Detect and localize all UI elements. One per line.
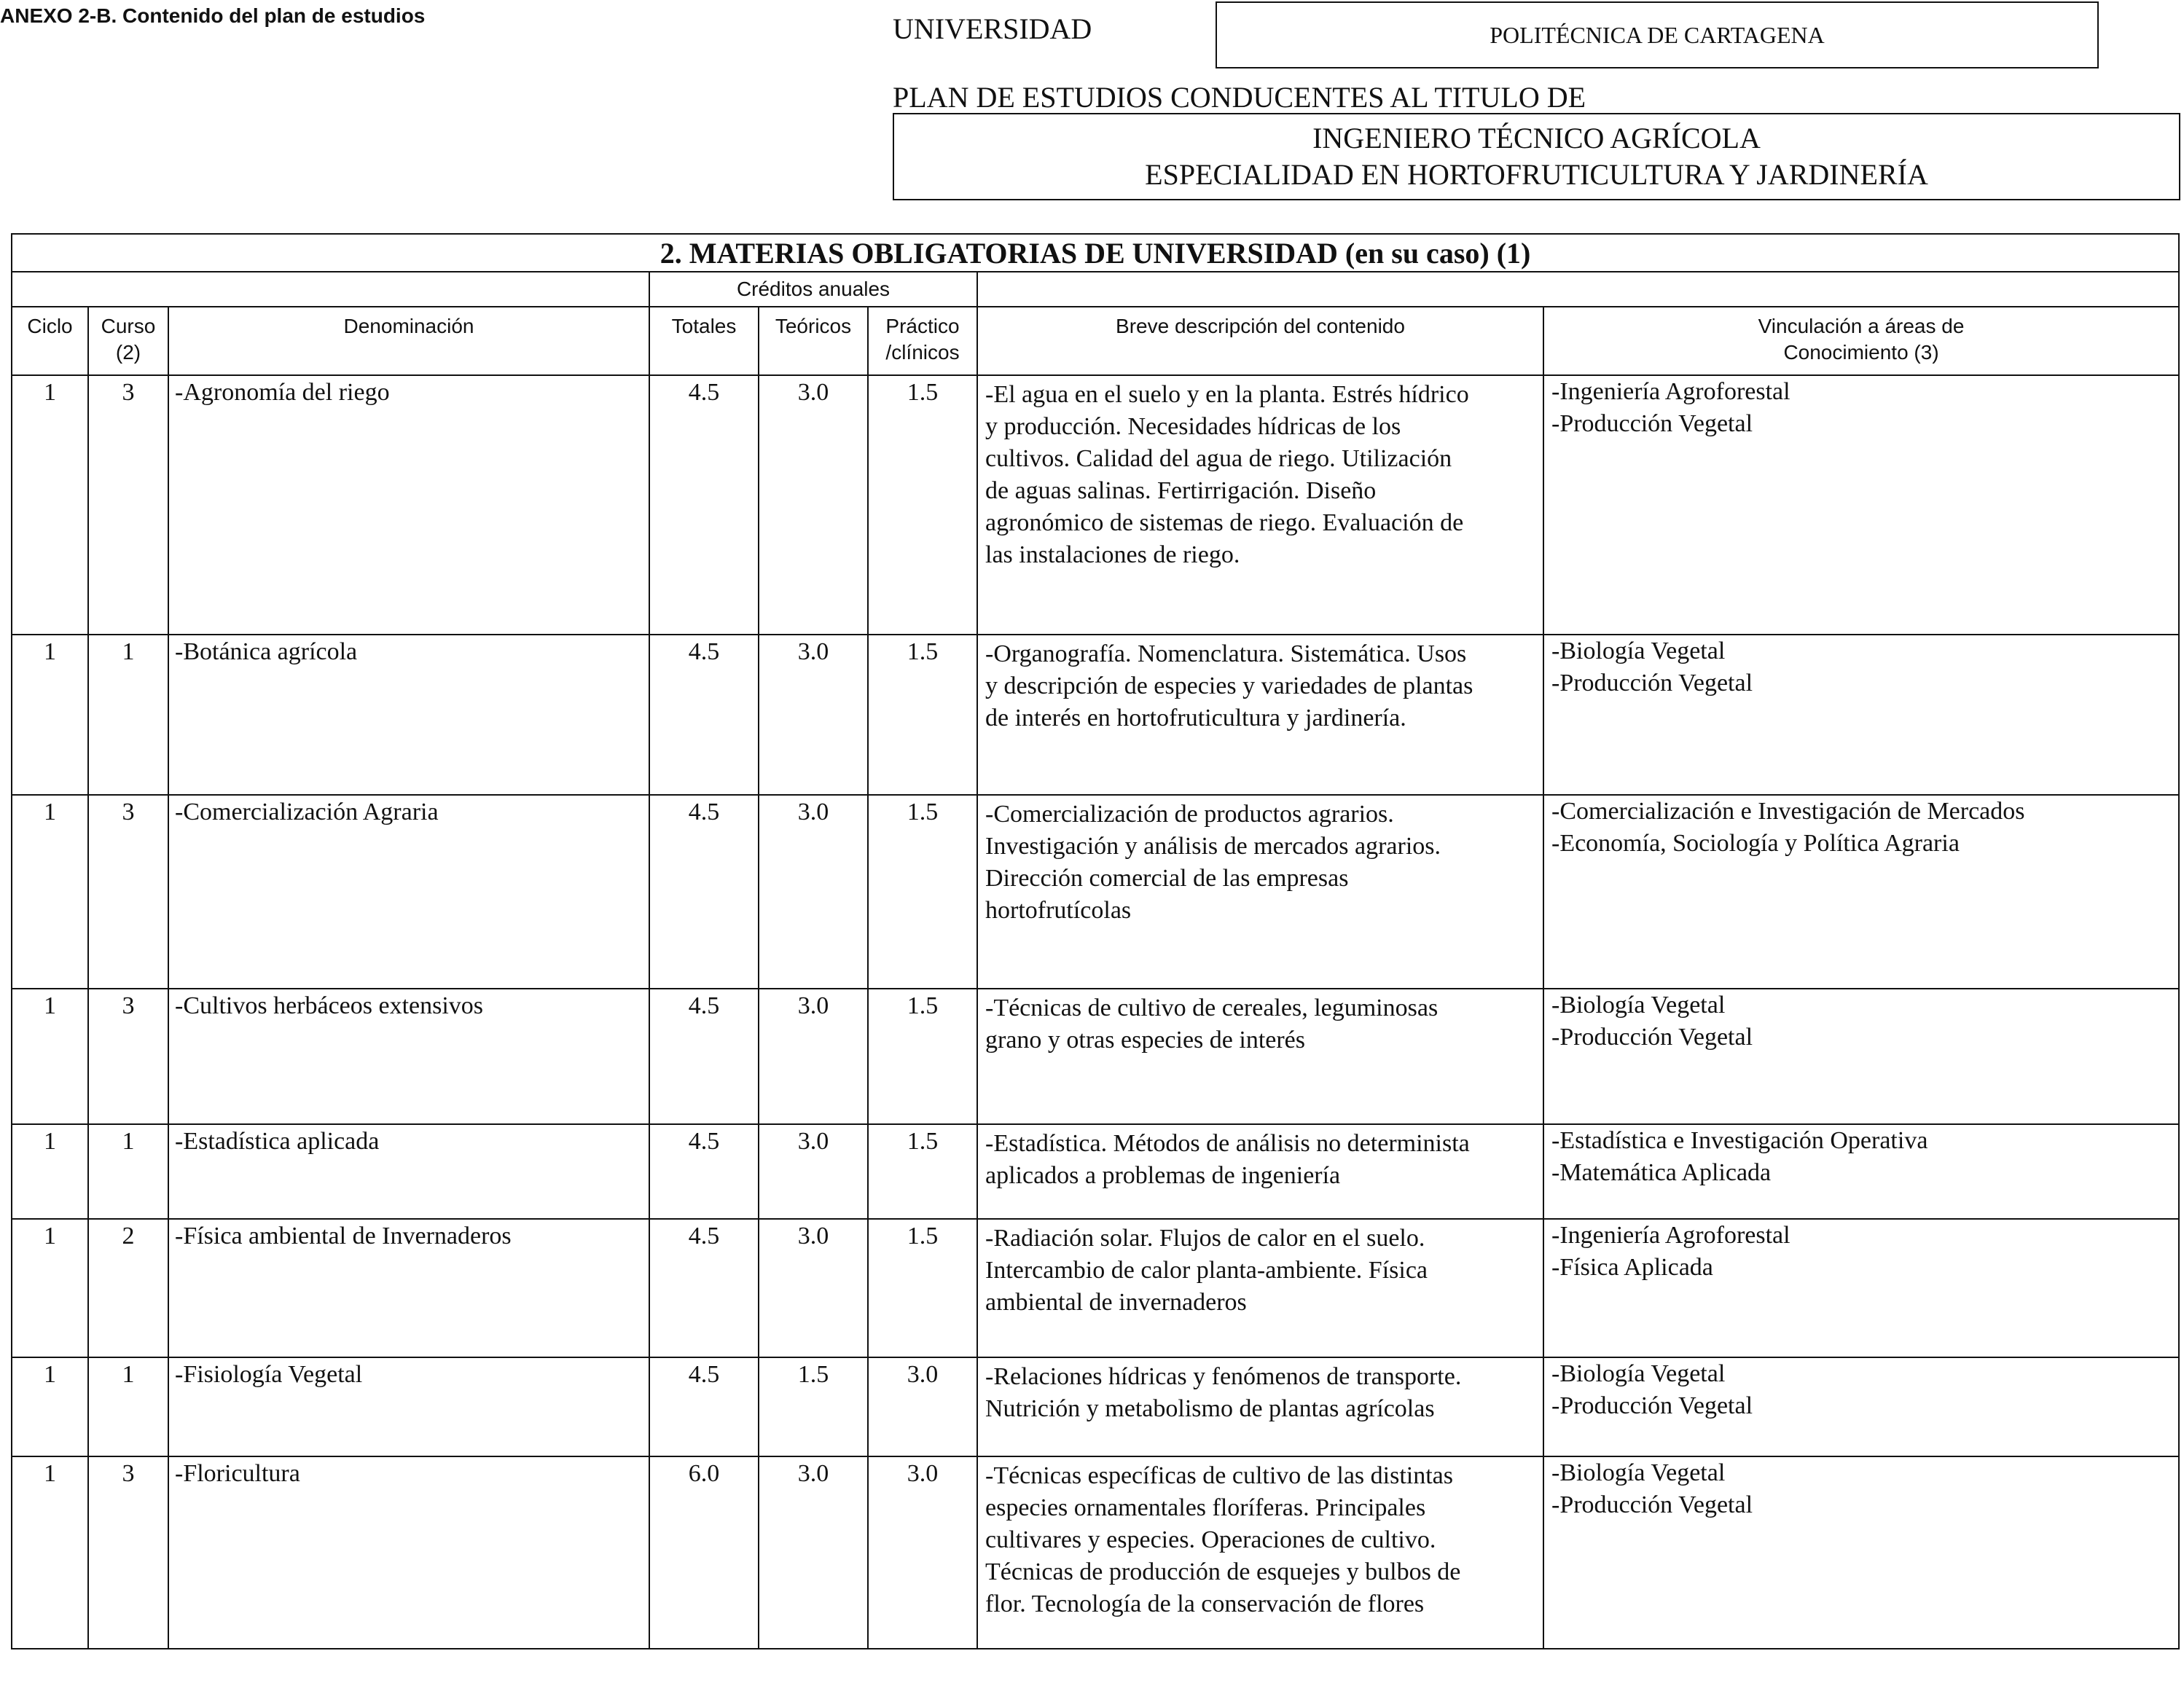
denominacion-cell: -Fisiología Vegetal <box>168 1357 649 1456</box>
desc-line: -Comercialización de productos agrarios. <box>985 801 1394 828</box>
teoricos-cell: 3.0 <box>759 1219 868 1357</box>
practicos-cell: 1.5 <box>868 989 977 1124</box>
descripcion-cell <box>977 1357 1543 1456</box>
header-creditos: Créditos anuales <box>649 272 977 307</box>
degree-title-box <box>893 113 2180 200</box>
curso-cell: 3 <box>88 795 168 989</box>
desc-line: -El agua en el suelo y en la planta. Estrés hídrico <box>985 381 1469 408</box>
descripcion-cell <box>977 375 1543 635</box>
ciclo-cell: 1 <box>12 1219 88 1357</box>
descripcion-cell <box>977 1219 1543 1357</box>
descripcion-cell <box>977 795 1543 989</box>
header-totales: Totales <box>649 307 759 375</box>
header-curso-note: (2) <box>115 341 141 364</box>
ciclo-cell: 1 <box>12 989 88 1124</box>
desc-line: de interés en hortofruticultura y jardinería. <box>985 705 1406 731</box>
degree-title-line-2: ESPECIALIDAD EN HORTOFRUTICULTURA Y JARDINERÍA <box>1145 158 1928 191</box>
denominacion-cell: -Botánica agrícola <box>168 635 649 795</box>
desc-line: grano y otras especies de interés <box>985 1027 1305 1054</box>
header-vinculacion-line-2: Conocimiento (3) <box>1783 341 1939 364</box>
areas-cell <box>1543 1219 2179 1357</box>
table-row <box>12 1124 2179 1219</box>
desc-line: -Estadística. Métodos de análisis no determinista <box>985 1130 1470 1157</box>
header-blank-left <box>12 272 649 307</box>
practicos-cell: 1.5 <box>868 375 977 635</box>
desc-line: cultivos. Calidad del agua de riego. Utilización <box>985 445 1452 472</box>
table-row <box>12 989 2179 1124</box>
desc-line: hortofrutícolas <box>985 897 1132 924</box>
header-blank-right <box>977 272 2179 307</box>
ciclo-cell: 1 <box>12 1357 88 1456</box>
denominacion-cell: -Física ambiental de Invernaderos <box>168 1219 649 1357</box>
annex-title: ANEXO 2-B. Contenido del plan de estudios <box>0 4 426 27</box>
area-line: -Biología Vegetal <box>1551 638 1726 664</box>
university-name: POLITÉCNICA DE CARTAGENA <box>1490 21 1825 48</box>
table-row <box>12 1357 2179 1456</box>
desc-line: cultivares y especies. Operaciones de cultivo. <box>985 1526 1436 1553</box>
desc-line: Dirección comercial de las empresas <box>985 865 1349 892</box>
totales-cell: 4.5 <box>649 1219 759 1357</box>
desc-line: de aguas salinas. Fertirrigación. Diseño <box>985 477 1377 504</box>
desc-line: ambiental de invernaderos <box>985 1289 1247 1316</box>
curso-cell: 1 <box>88 635 168 795</box>
teoricos-cell: 3.0 <box>759 989 868 1124</box>
area-line: -Producción Vegetal <box>1551 1024 1753 1051</box>
university-name-box <box>1216 1 2099 68</box>
subjects-table <box>11 233 2180 1649</box>
denominacion-cell: -Agronomía del riego <box>168 375 649 635</box>
area-line: -Física Aplicada <box>1551 1254 1713 1281</box>
area-line: -Comercialización e Investigación de Mercados <box>1551 798 2025 825</box>
curso-cell: 1 <box>88 1357 168 1456</box>
desc-line: las instalaciones de riego. <box>985 541 1240 568</box>
desc-line: y descripción de especies y variedades de plantas <box>985 672 1473 699</box>
curso-cell: 2 <box>88 1219 168 1357</box>
table-row <box>12 635 2179 795</box>
practicos-cell: 3.0 <box>868 1357 977 1456</box>
totales-cell: 4.5 <box>649 795 759 989</box>
area-line: -Biología Vegetal <box>1551 1459 1726 1486</box>
denominacion-cell: -Floricultura <box>168 1456 649 1649</box>
areas-cell <box>1543 1456 2179 1649</box>
totales-cell: 4.5 <box>649 635 759 795</box>
practicos-cell: 1.5 <box>868 1219 977 1357</box>
area-line: -Economía, Sociología y Política Agraria <box>1551 830 1960 857</box>
curso-cell: 3 <box>88 989 168 1124</box>
header-vinculacion <box>1543 307 2179 375</box>
desc-line: -Radiación solar. Flujos de calor en el suelo. <box>985 1225 1425 1252</box>
area-line: -Estadística e Investigación Operativa <box>1551 1127 1928 1154</box>
desc-line: -Organografía. Nomenclatura. Sistemática. Usos <box>985 640 1467 667</box>
header-vinculacion-line-1: Vinculación a áreas de <box>1758 315 1965 337</box>
university-label: UNIVERSIDAD <box>893 12 1092 45</box>
desc-line: Investigación y análisis de mercados agrarios. <box>985 833 1441 860</box>
totales-cell: 6.0 <box>649 1456 759 1649</box>
desc-line: especies ornamentales floríferas. Principales <box>985 1494 1426 1521</box>
table-row <box>12 795 2179 989</box>
header-descripcion: Breve descripción del contenido <box>977 307 1543 375</box>
areas-cell <box>1543 795 2179 989</box>
header-ciclo: Ciclo <box>12 307 88 375</box>
ciclo-cell: 1 <box>12 1456 88 1649</box>
desc-line: -Técnicas de cultivo de cereales, leguminosas <box>985 994 1439 1021</box>
areas-cell <box>1543 1357 2179 1456</box>
teoricos-cell: 3.0 <box>759 1124 868 1219</box>
desc-line: Nutrición y metabolismo de plantas agrícolas <box>985 1395 1435 1422</box>
areas-cell <box>1543 1124 2179 1219</box>
curso-cell: 3 <box>88 375 168 635</box>
totales-cell: 4.5 <box>649 1357 759 1456</box>
descripcion-cell <box>977 635 1543 795</box>
desc-line: flor. Tecnología de la conservación de flores <box>985 1590 1425 1617</box>
curso-cell: 1 <box>88 1124 168 1219</box>
desc-line: -Relaciones hídricas y fenómenos de transporte. <box>985 1363 1462 1390</box>
practicos-cell: 3.0 <box>868 1456 977 1649</box>
header-practico <box>868 307 977 375</box>
desc-line: y producción. Necesidades hídricas de los <box>985 413 1401 440</box>
ciclo-cell: 1 <box>12 375 88 635</box>
teoricos-cell: 3.0 <box>759 795 868 989</box>
area-line: -Matemática Aplicada <box>1551 1159 1772 1186</box>
teoricos-cell: 3.0 <box>759 635 868 795</box>
desc-line: -Técnicas específicas de cultivo de las distintas <box>985 1462 1453 1489</box>
totales-cell: 4.5 <box>649 375 759 635</box>
descripcion-cell <box>977 1456 1543 1649</box>
practicos-cell: 1.5 <box>868 1124 977 1219</box>
area-line: -Producción Vegetal <box>1551 410 1753 437</box>
table-row <box>12 375 2179 635</box>
plan-label: PLAN DE ESTUDIOS CONDUCENTES AL TITULO DE <box>893 81 1586 114</box>
descripcion-cell <box>977 989 1543 1124</box>
area-line: -Ingeniería Agroforestal <box>1551 378 1790 405</box>
area-line: -Producción Vegetal <box>1551 670 1753 697</box>
header-practico-line-2: /clínicos <box>885 341 960 364</box>
header-curso-label: Curso <box>101 315 156 337</box>
area-line: -Producción Vegetal <box>1551 1392 1753 1419</box>
header-curso <box>88 307 168 375</box>
table-row <box>12 1456 2179 1649</box>
areas-cell <box>1543 375 2179 635</box>
header-denominacion: Denominación <box>168 307 649 375</box>
area-line: -Producción Vegetal <box>1551 1491 1753 1518</box>
practicos-cell: 1.5 <box>868 635 977 795</box>
totales-cell: 4.5 <box>649 989 759 1124</box>
descripcion-cell <box>977 1124 1543 1219</box>
denominacion-cell: -Comercialización Agraria <box>168 795 649 989</box>
curso-cell: 3 <box>88 1456 168 1649</box>
section-title: 2. MATERIAS OBLIGATORIAS DE UNIVERSIDAD (en su caso) (1) <box>12 234 2179 272</box>
desc-line: aplicados a problemas de ingeniería <box>985 1162 1341 1189</box>
practicos-cell: 1.5 <box>868 795 977 989</box>
header-teoricos: Teóricos <box>759 307 868 375</box>
header-practico-line-1: Práctico <box>885 315 960 337</box>
areas-cell <box>1543 989 2179 1124</box>
ciclo-cell: 1 <box>12 795 88 989</box>
denominacion-cell: -Cultivos herbáceos extensivos <box>168 989 649 1124</box>
ciclo-cell: 1 <box>12 635 88 795</box>
teoricos-cell: 1.5 <box>759 1357 868 1456</box>
denominacion-cell: -Estadística aplicada <box>168 1124 649 1219</box>
ciclo-cell: 1 <box>12 1124 88 1219</box>
desc-line: Técnicas de producción de esquejes y bulbos de <box>985 1558 1461 1585</box>
areas-cell <box>1543 635 2179 795</box>
desc-line: Intercambio de calor planta-ambiente. Física <box>985 1257 1428 1284</box>
teoricos-cell: 3.0 <box>759 375 868 635</box>
area-line: -Biología Vegetal <box>1551 1360 1726 1387</box>
teoricos-cell: 3.0 <box>759 1456 868 1649</box>
table-row <box>12 1219 2179 1357</box>
totales-cell: 4.5 <box>649 1124 759 1219</box>
area-line: -Ingeniería Agroforestal <box>1551 1222 1790 1249</box>
area-line: -Biología Vegetal <box>1551 992 1726 1019</box>
degree-title-line-1: INGENIERO TÉCNICO AGRÍCOLA <box>1312 122 1761 154</box>
desc-line: agronómico de sistemas de riego. Evaluación de <box>985 509 1464 536</box>
